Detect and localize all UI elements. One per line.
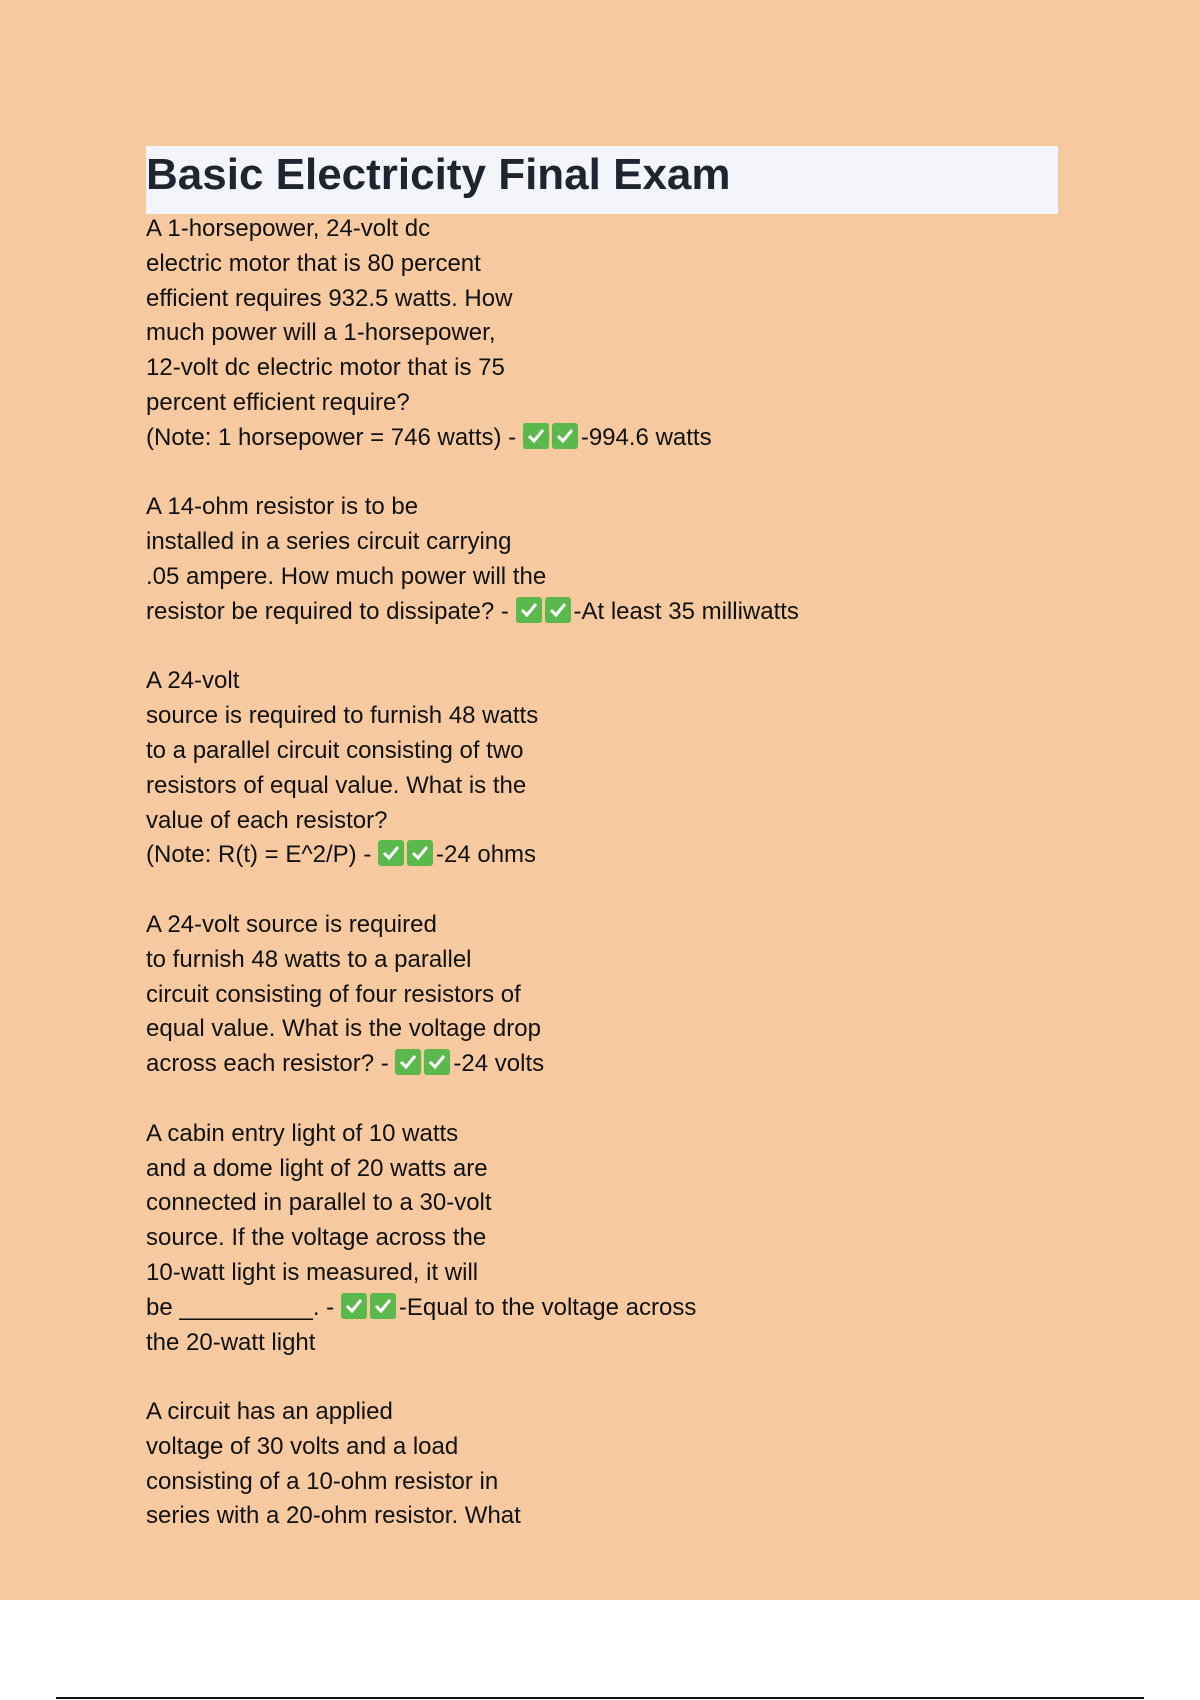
check-icon [523,423,549,449]
check-icon [370,1293,396,1319]
question-text: A 24-volt source is required to furnish 48 watts to a parallel circuit consisting of four resistors of equal value. What is the voltage drop across each resistor? - [146,910,541,1078]
question-text: A circuit has an applied voltage of 30 volts and a load consisting of a 10-ohm resistor in series with a 20-ohm resistor. What [146,1398,521,1530]
check-icon [395,1049,421,1075]
question-text: A 24-volt source is required to furnish 48 watts to a parallel circuit consisting of two resistors of equal value. What is the value of each resistor? (Note: R(t) = E^2/P) - [146,667,539,869]
check-icon [378,840,404,866]
question-text: A 1-horsepower, 24-volt dc electric motor that is 80 percent efficient requires 932.5 watts. How much power will a 1-horsepower, 12-volt dc electric motor that is 75 percent efficient require? (Note: 1 horsepower = 746 watts) - [146,215,517,451]
qa-item [146,664,1146,873]
qa-item [146,1395,1146,1534]
check-icon [545,597,571,623]
answer-text: -994.6 watts [580,423,712,451]
page-title: Basic Electricity Final Exam [146,150,731,199]
check-icon [552,423,578,449]
double-check-icon [395,1050,453,1077]
double-check-icon [341,1294,399,1321]
check-icon [407,840,433,866]
qa-item [146,908,1146,1082]
question-text: A 14-ohm resistor is to be installed in a series circuit carrying .05 ampere. How much power will the resistor be required to dissipate? - [146,493,547,625]
check-icon [424,1049,450,1075]
answer-text: -24 ohms [435,841,537,869]
double-check-icon [516,598,574,625]
question-text: A cabin entry light of 10 watts and a dome light of 20 watts are connected in parallel to a 30-volt source. If the voltage across the 10-watt light is measured, it will be __________. - [146,1119,492,1321]
answer-text: -At least 35 milliwatts [573,597,799,625]
check-icon [341,1293,367,1319]
double-check-icon [378,841,436,868]
check-icon [516,597,542,623]
answer-text: -24 volts [453,1050,545,1078]
qa-item [146,212,1146,456]
double-check-icon [523,424,581,451]
qa-item [146,490,1146,629]
answer-text: -Equal to the voltage across the 20-watt light [146,1293,697,1356]
footer-divider [56,1697,1144,1699]
qa-list [146,212,1146,1569]
qa-item [146,1117,1146,1361]
